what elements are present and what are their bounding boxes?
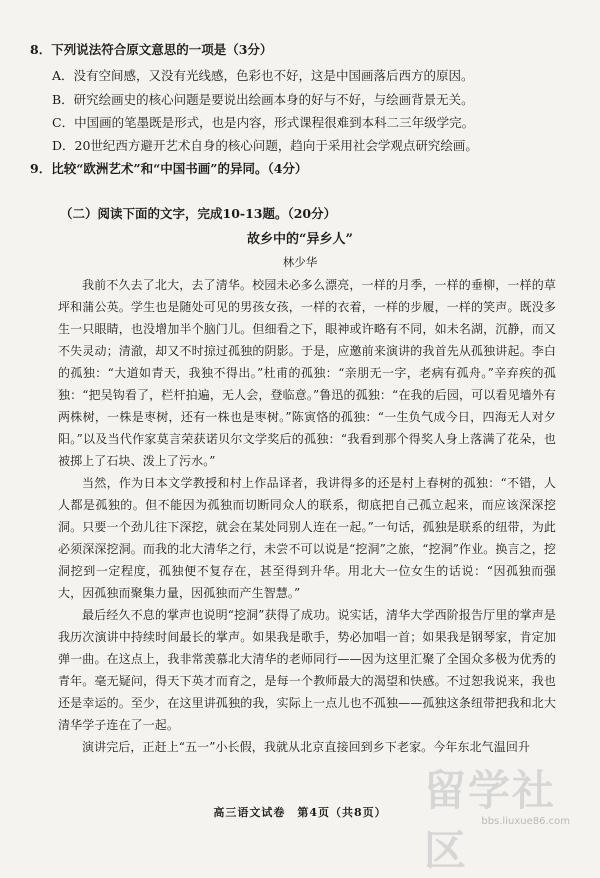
article-paragraph-2: 当然，作为日本文学教授和村上作品译者，我讲得多的还是村上春树的孤独：“不错，人人都是孤独的。但不能因为孤独而切断同众人的联系，彻底把自己孤立起来，而应该深深挖洞。只要一个劲儿往下深挖，就会在某处同别人连在一起。”一句话，孤独是联系的纽带，为此必须深深挖洞。而我的北大清华之行，未尝不可以说是“挖洞”之旅，“挖洞”作业。换言之，挖洞挖到一定程度，孤独便不复存在，甚至得到升华。用北大一位女生的话说：“因孤独而强大，因孤独而聚集力量，因孤独而产生智慧。” (58, 476, 556, 600)
question-8-option-b: B．研究绘画史的核心问题是要说出绘画本身的好与不好，与绘画背景无关。 (52, 92, 474, 107)
watermark (424, 758, 574, 875)
article-paragraph-4: 演讲完后，正赶上“五一”小长假，我就从北京直接回到乡下老家。今年东北气温回升 (82, 740, 531, 754)
article-paragraph-1: 我前不久去了北大，去了清华。校园未必多么漂亮，一样的月季，一样的垂柳，一样的草坪和蒲公英。学生也是随处可见的男孩女孩，一样的衣着，一样的步履，一样的笑声。既没多生一只眼睛，也没增加半个脑门儿。但细看之下，眼神或许略有不同，如未名湖，沉静，而又不失灵动；清澈，却又不时掠过孤独的阴影。于是，应邀前来演讲的我首先从孤独讲起。李白的孤独：“大道如青天，我独不得出。”杜甫的孤独：“亲朋无一字，老病有孤舟。”辛弃疾的孤独：“把吴钩看了，栏杆拍遍，无人会，登临意。”鲁迅的孤独：“在我的后园，可以看见墙外有两株树，一株是枣树，还有一株也是枣树。”陈寅恪的孤独：“一生负气成今日，四海无人对夕阳。”以及当代作家莫言荣获诺贝尔文学奖后的孤独：“我看到那个得奖人身上落满了花朵，也被掷上了石块、泼上了污水。” (58, 278, 556, 468)
watermark-url: bbs.liuxue86.com (481, 816, 570, 827)
article-author: 林少华 (282, 255, 318, 269)
article-title: 故乡中的“异乡人” (247, 232, 353, 247)
article-body (58, 274, 556, 758)
section-heading: （二）阅读下面的文字，完成10-13题。（20分） (60, 206, 337, 221)
question-9-stem: 9．比较“欧洲艺术”和“中国书画”的异同。（4分） (30, 161, 308, 176)
question-8-stem: 8．下列说法符合原文意思的一项是（3分） (30, 42, 273, 57)
page-footer: 高三语文试卷 第4页（共8页） (213, 806, 387, 819)
question-8-option-a: A．没有空间感，又没有光线感，色彩也不好，这是中国画落后西方的原因。 (52, 68, 474, 83)
article-paragraph-3: 最后经久不息的掌声也说明“挖洞”获得了成功。说实话，清华大学西阶报告厅里的掌声是我历次演讲中持续时间最长的掌声。如果我是歌手，势必加唱一首；如果我是钢琴家，肯定加弹一曲。在这点上，我非常羡慕北大清华的老师同行——因为这里汇聚了全国众多极为优秀的青年。毫无疑问，得天下英才而育之，是每一个教师最大的渴望和快感。不过恕我说来，我也还是幸运的。至少，在这里讲孤独的我，实际上一点儿也不孤独——孤独这条纽带把我和北大清华学子连在了一起。 (58, 608, 556, 732)
question-8-option-d: D．20世纪西方避开艺术自身的核心问题，趋向于采用社会学观点研究绘画。 (52, 138, 478, 153)
watermark-logo: 留学社区 (424, 766, 557, 875)
question-8-option-c: C．中国画的笔墨既是形式，也是内容，形式课程很难到本科二三年级学完。 (52, 115, 475, 130)
